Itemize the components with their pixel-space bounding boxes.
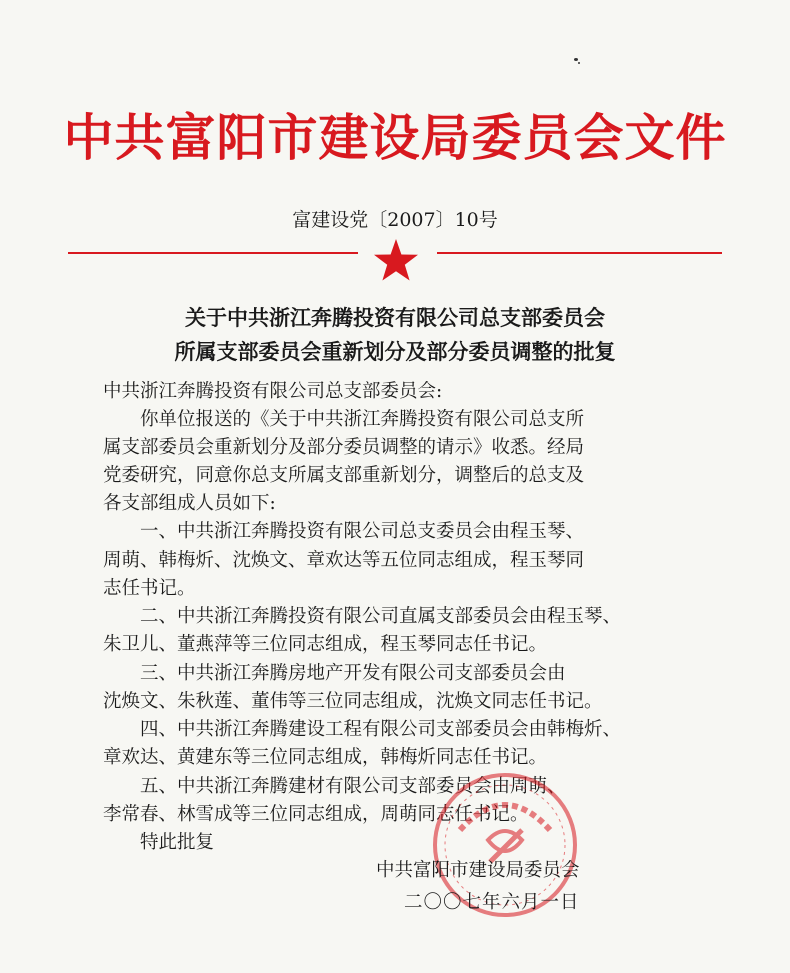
body-line: 党委研究，同意你总支所属支部重新划分，调整后的总支及 <box>103 465 585 486</box>
subject-line-2: 所属支部委员会重新划分及部分委员调整的批复 <box>174 339 616 364</box>
red-star-icon <box>373 238 419 282</box>
body-line: 你单位报送的《关于中共浙江奔腾投资有限公司总支所 <box>103 409 585 430</box>
signature-date: 二〇〇七年六月一日 <box>404 892 580 913</box>
signature-organization: 中共富阳市建设局委员会 <box>376 860 580 881</box>
body-line: 章欢达、黄建东等三位同志组成，韩梅炘同志任书记。 <box>103 747 548 768</box>
body-line: 特此批复 <box>103 832 215 853</box>
document-number: 富建设党〔2007〕10号 <box>292 209 498 231</box>
body-line: 属支部委员会重新划分及部分委员调整的请示》收悉。经局 <box>103 437 585 458</box>
scan-speck <box>574 58 578 61</box>
body-line: 四、中共浙江奔腾建设工程有限公司支部委员会由韩梅炘、 <box>103 719 622 740</box>
body-line: 李常春、林雪成等三位同志组成，周萌同志任书记。 <box>103 804 529 825</box>
body-line: 一、中共浙江奔腾投资有限公司总支委员会由程玉琴、 <box>103 521 585 542</box>
body-line: 二、中共浙江奔腾投资有限公司直属支部委员会由程玉琴、 <box>103 606 622 627</box>
body-line: 沈焕文、朱秋莲、董伟等三位同志组成，沈焕文同志任书记。 <box>103 691 603 712</box>
red-rule-right <box>437 252 722 254</box>
body-line: 中共浙江奔腾投资有限公司总支部委员会: <box>103 381 443 402</box>
subject-line-1: 关于中共浙江奔腾投资有限公司总支部委员会 <box>185 305 605 330</box>
body-line: 志任书记。 <box>103 578 196 599</box>
document-header-title: 中共富阳市建设局委员会文件 <box>63 108 727 167</box>
scan-speck <box>578 62 580 64</box>
body-line: 周萌、韩梅炘、沈焕文、章欢达等五位同志组成，程玉琴同 <box>103 550 585 571</box>
body-line: 各支部组成人员如下: <box>103 493 276 514</box>
body-line: 朱卫儿、董燕萍等三位同志组成，程玉琴同志任书记。 <box>103 634 548 655</box>
red-rule-left <box>68 252 358 254</box>
body-line: 五、中共浙江奔腾建材有限公司支部委员会由周萌、 <box>103 776 566 797</box>
body-line: 三、中共浙江奔腾房地产开发有限公司支部委员会由 <box>103 663 566 684</box>
